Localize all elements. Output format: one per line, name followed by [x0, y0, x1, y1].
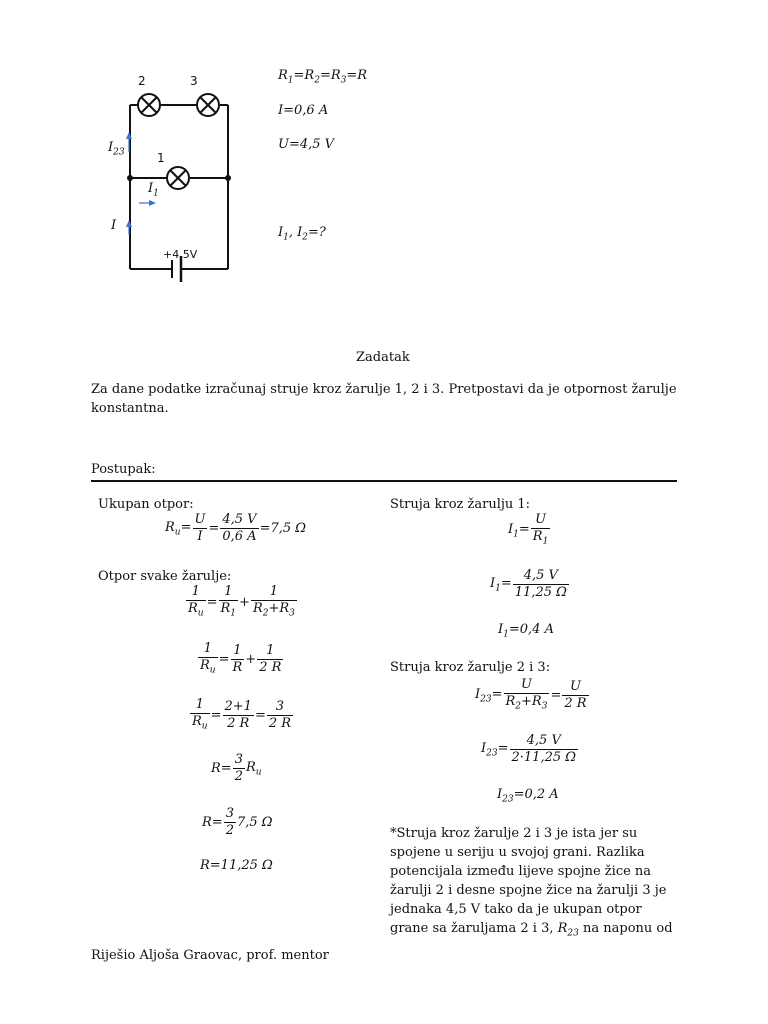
eq-r-result: R=11,25 Ω — [200, 858, 273, 873]
junction-dot — [127, 175, 133, 181]
battery-label: +4.5V — [163, 248, 198, 261]
eq-i1-result: $I_1=0,4$ A — [498, 622, 554, 640]
eq-parallel-general: $\frac{1}{R_u}$ = $\frac{1}{R_1}$ + $\frac{1}{R_2+R_3}$ — [188, 584, 295, 619]
eq-i23-numeric: $I_{23}=$ $\frac{4,5 V}{2\cdot 11,25 \Omega}$ — [481, 733, 577, 765]
total-resistance-label: Ukupan otpor: — [98, 497, 194, 512]
current-label-i: I — [111, 218, 117, 233]
divider — [91, 480, 677, 482]
eq-i1-formula: $I_1=$ $\frac{U}{R_1}$ — [508, 512, 549, 547]
bulb-2-label: 2 — [138, 74, 146, 88]
given-current: I=0,6 A — [278, 103, 329, 118]
eq-r-numeric: R= $\frac{3}{2}$ 7,5 Ω — [202, 806, 273, 838]
each-bulb-label: Otpor svake žarulje: — [98, 569, 232, 584]
bulb-1-icon — [167, 167, 189, 189]
note-line: spojene u seriju u svojoj grani. Razlika — [390, 845, 645, 860]
eq-i23-formula: $I_{23}=$ $\frac{U}{R_2+R_3}$ = $\frac{U}{2 R}$ — [475, 677, 587, 712]
note-line: grane sa žaruljama 2 i 3, $R_{23}$ na naponu od — [390, 921, 673, 939]
bulb-3-icon — [197, 94, 219, 116]
procedure-label: Postupak: — [91, 462, 156, 477]
eq-parallel-r: $\frac{1}{R_u}$ = $\frac{1}{R}$ + $\frac{1}{2 R}$ — [200, 641, 282, 676]
note-line: žarulji 2 i desne spojne žice na žarulji 3 je — [390, 883, 667, 898]
author-footer: Riješio Aljoša Graovac, prof. mentor — [91, 948, 329, 963]
note-line: jednaka 4,5 V tako da je ukupan otpor — [390, 902, 642, 917]
task-heading: Zadatak — [356, 350, 410, 365]
current-label-i23: $I_{23}$ — [108, 140, 125, 158]
given-voltage: U=4,5 V — [278, 137, 335, 152]
eq-parallel-sum: $\frac{1}{R_u}$ = $\frac{2+1}{2 R}$ = $\frac{3}{2 R}$ — [192, 697, 292, 732]
eq-i23-result: $I_{23}=0,2$ A — [497, 787, 559, 805]
note-line: potencijala između lijeve spojne žice na — [390, 864, 652, 879]
note-line: *Struja kroz žarulje 2 i 3 je ista jer su — [390, 826, 638, 841]
unknown-currents: $I_1$, $I_2=$? — [278, 225, 326, 243]
bulb1-current-label: Struja kroz žarulju 1: — [390, 497, 531, 512]
current-arrow-i-icon — [126, 220, 132, 235]
bulb-3-label: 3 — [190, 74, 198, 88]
junction-dot — [225, 175, 231, 181]
current-arrow-i23-icon — [126, 132, 132, 152]
eq-r-from-ru: R= $\frac{3}{2}$ $R_u$ — [211, 752, 262, 784]
eq-i1-numeric: $I_1=$ $\frac{4,5 V}{11,25 \Omega}$ — [490, 568, 567, 600]
current-arrow-i1-icon — [139, 200, 156, 206]
bulb-2-icon — [138, 94, 160, 116]
eq-total-resistance: $R_u=$ $\frac{U}{I}$ = $\frac{4,5 V}{0,6 A}$ =7,5 Ω — [165, 512, 307, 544]
bulb23-current-label: Struja kroz žarulje 2 i 3: — [390, 660, 551, 675]
explanatory-note — [390, 824, 680, 944]
task-text: Za dane podatke izračunaj struje kroz žarulje 1, 2 i 3. Pretpostavi da je otpornost žarulje konstantna. — [91, 382, 677, 416]
current-label-i1: $I_1$ — [148, 181, 159, 199]
given-resistances: $R_1=R_2=R_3=R$ — [278, 68, 368, 86]
bulb-1-label: 1 — [157, 151, 165, 165]
